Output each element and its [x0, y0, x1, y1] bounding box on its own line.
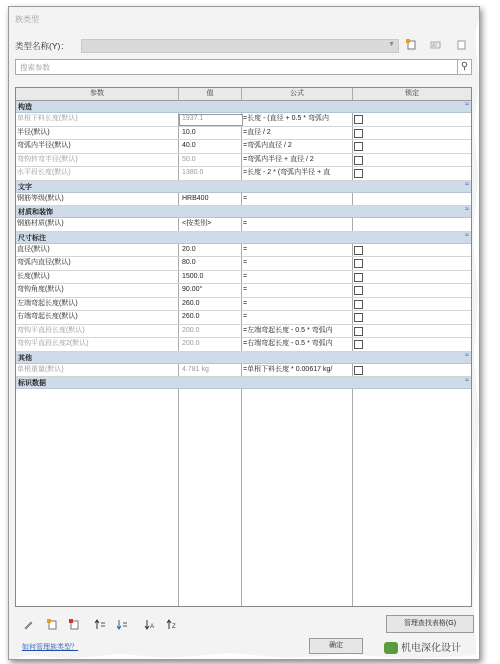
- delete-type-icon[interactable]: [455, 39, 467, 51]
- parameter-value[interactable]: 1380.0: [182, 169, 204, 176]
- parameter-row[interactable]: [16, 364, 471, 378]
- pencil-icon[interactable]: [21, 619, 35, 631]
- type-name-combo[interactable]: [81, 39, 399, 53]
- parameter-row[interactable]: [16, 271, 471, 285]
- lock-checkbox[interactable]: [354, 286, 363, 295]
- parameter-name: 钢筋材质(默认): [17, 220, 64, 227]
- parameter-name: 弯弧内半径(默认): [17, 142, 71, 149]
- parameter-formula[interactable]: =弯弧内直径 / 2: [243, 142, 292, 149]
- parameter-value[interactable]: 90.00°: [182, 286, 203, 293]
- lock-checkbox[interactable]: [354, 366, 363, 375]
- group-header[interactable]: [16, 101, 471, 113]
- parameter-formula[interactable]: =: [243, 259, 248, 266]
- group-header[interactable]: [16, 377, 471, 389]
- parameter-name: 钢筋等级(默认): [17, 194, 64, 202]
- new-type-icon[interactable]: [405, 39, 417, 51]
- sort-asc-icon[interactable]: [143, 619, 157, 631]
- delete-parameter-icon[interactable]: [67, 619, 81, 631]
- collapse-icon[interactable]: ≈: [465, 206, 469, 213]
- parameter-value[interactable]: 260.0: [182, 299, 200, 307]
- parameter-formula[interactable]: =直径 / 2: [243, 128, 271, 136]
- lock-cell: [354, 338, 364, 351]
- collapse-icon[interactable]: ≈: [465, 377, 469, 384]
- group-label: 其他: [18, 354, 32, 362]
- parameter-value[interactable]: <按类别>: [182, 220, 212, 227]
- search-parameters-box[interactable]: [15, 59, 472, 75]
- parameter-value[interactable]: 1500.0: [182, 272, 204, 280]
- lock-checkbox[interactable]: [354, 313, 363, 322]
- collapse-icon[interactable]: ≈: [465, 101, 469, 108]
- parameter-name: 单根重量(默认): [17, 365, 64, 373]
- lock-cell: [354, 244, 364, 257]
- parameter-formula[interactable]: =: [243, 313, 248, 320]
- group-header[interactable]: [16, 181, 471, 193]
- lock-cell: [354, 284, 364, 297]
- sort-desc-icon[interactable]: [165, 619, 179, 631]
- torn-edge-bottom: [9, 651, 479, 660]
- parameter-name: 水平段长度(默认): [17, 169, 71, 176]
- lock-checkbox[interactable]: [354, 169, 363, 178]
- parameter-formula[interactable]: =: [243, 245, 248, 253]
- lock-cell: [354, 167, 364, 180]
- type-name-row: [15, 39, 470, 53]
- lock-checkbox[interactable]: [354, 273, 363, 282]
- column-header-value[interactable]: 值: [179, 88, 242, 100]
- parameter-formula[interactable]: =单根下料长度 * 0.00617 kg/: [243, 365, 333, 373]
- group-label: 文字: [18, 183, 32, 191]
- parameter-row[interactable]: [16, 218, 471, 232]
- parameter-name: 右端弯起长度(默认): [17, 313, 78, 320]
- dialog-title: 族类型: [15, 15, 39, 24]
- parameter-value[interactable]: 20.0: [182, 245, 196, 253]
- parameter-value[interactable]: 260.0: [182, 313, 200, 320]
- search-input[interactable]: 搜索参数: [20, 63, 50, 72]
- parameter-value[interactable]: 4.781 kg: [182, 365, 209, 373]
- lock-cell: [354, 113, 364, 126]
- parameter-name: 半径(默认): [17, 128, 50, 136]
- lock-cell: [354, 127, 364, 140]
- parameter-row[interactable]: [16, 113, 471, 127]
- parameter-row[interactable]: [16, 127, 471, 141]
- lock-checkbox[interactable]: [354, 156, 363, 165]
- lock-checkbox[interactable]: [354, 340, 363, 349]
- lock-cell: [354, 364, 364, 377]
- move-up-icon[interactable]: [93, 619, 107, 631]
- torn-edge-right: [471, 7, 480, 659]
- lock-cell: [354, 140, 364, 153]
- lock-cell: [354, 257, 364, 270]
- lock-cell: [354, 154, 364, 167]
- watermark-text: 机电深化设计: [401, 643, 461, 654]
- lock-checkbox[interactable]: [354, 246, 363, 255]
- parameter-formula[interactable]: =长度 - 2 * (弯弧内半径 + 直: [243, 169, 331, 176]
- ok-button[interactable]: 确定: [309, 638, 363, 654]
- collapse-icon[interactable]: ≈: [465, 351, 469, 359]
- parameter-name: 长度(默认): [17, 272, 50, 280]
- chevron-down-icon: ▼: [388, 41, 395, 48]
- parameter-row[interactable]: [16, 244, 471, 258]
- parameter-grid: [15, 87, 472, 607]
- parameter-row[interactable]: [16, 154, 471, 168]
- parameter-formula[interactable]: =: [243, 194, 248, 202]
- parameter-value[interactable]: 200.0: [182, 326, 200, 334]
- group-header[interactable]: [16, 232, 471, 244]
- move-down-icon[interactable]: [115, 619, 129, 631]
- lock-checkbox[interactable]: [354, 259, 363, 268]
- group-header[interactable]: [16, 352, 471, 364]
- parameter-row[interactable]: [16, 167, 471, 181]
- parameter-row[interactable]: [16, 193, 471, 207]
- collapse-icon[interactable]: ≈: [465, 180, 469, 188]
- parameter-row[interactable]: [16, 325, 471, 339]
- search-icon[interactable]: ⚲: [457, 60, 471, 74]
- parameter-value[interactable]: 80.0: [182, 259, 196, 266]
- lock-cell: [354, 298, 364, 311]
- parameter-name: 弯钩平直段长度(默认): [17, 326, 85, 334]
- group-header[interactable]: [16, 206, 471, 218]
- group-label: 标识数据: [18, 380, 46, 387]
- parameter-row[interactable]: [16, 338, 471, 352]
- lock-checkbox[interactable]: [354, 327, 363, 336]
- group-label: 构造: [18, 104, 32, 111]
- svg-text:Z: Z: [172, 624, 176, 630]
- parameter-name: 单根下料长度(默认): [17, 115, 78, 122]
- parameter-name: 左端弯起长度(默认): [17, 299, 78, 307]
- lock-checkbox[interactable]: [354, 300, 363, 309]
- lock-cell: [354, 325, 364, 338]
- parameter-name: 直径(默认): [17, 245, 50, 253]
- parameter-formula[interactable]: =: [243, 286, 248, 293]
- svg-text:AI: AI: [431, 43, 437, 49]
- parameter-formula[interactable]: =: [243, 299, 248, 307]
- parameter-formula[interactable]: =: [243, 220, 248, 227]
- parameter-value[interactable]: 1937.1: [182, 115, 204, 122]
- svg-text:A: A: [150, 624, 155, 630]
- parameter-name: 弯钩平直段长度2(默认): [17, 340, 89, 347]
- group-label: 材质和装饰: [18, 209, 53, 216]
- parameter-value[interactable]: 10.0: [182, 128, 196, 136]
- column-header-parameter[interactable]: 参数: [16, 88, 179, 100]
- lock-checkbox[interactable]: [354, 129, 363, 138]
- column-header-formula[interactable]: 公式: [242, 88, 353, 100]
- lock-cell: [354, 311, 364, 324]
- parameter-value[interactable]: 40.0: [182, 142, 196, 149]
- manage-lookup-tables-button[interactable]: 管理查找表格(G): [386, 615, 474, 633]
- family-types-dialog: [8, 6, 480, 660]
- lock-checkbox[interactable]: [354, 115, 363, 124]
- lock-cell: [354, 271, 364, 284]
- parameter-name: 弯弧内直径(默认): [17, 259, 71, 266]
- new-parameter-icon[interactable]: [45, 619, 59, 631]
- group-label: 尺寸标注: [18, 234, 46, 242]
- parameter-formula[interactable]: =右端弯起长度 - 0.5 * 弯弧内: [243, 340, 333, 347]
- parameter-formula[interactable]: =弯弧内半径 + 直径 / 2: [243, 155, 314, 163]
- parameter-formula[interactable]: =: [243, 272, 248, 280]
- grid-rows: [16, 101, 471, 389]
- lock-checkbox[interactable]: [354, 142, 363, 151]
- parameter-row[interactable]: [16, 284, 471, 298]
- parameter-name: 弯钩角度(默认): [17, 286, 64, 293]
- parameter-formula[interactable]: =长度 - (直径 + 0.5 * 弯弧内: [243, 115, 329, 122]
- parameter-name: 弯钩转弯半径(默认): [17, 155, 78, 163]
- parameter-formula[interactable]: =左端弯起长度 - 0.5 * 弯弧内: [243, 326, 333, 334]
- parameter-row[interactable]: [16, 140, 471, 154]
- parameter-row[interactable]: [16, 298, 471, 312]
- help-link-manage-types[interactable]: 如何管理族类型？: [22, 644, 78, 651]
- column-header-lock[interactable]: 锁定: [405, 90, 419, 97]
- parameter-row[interactable]: [16, 311, 471, 325]
- parameter-row[interactable]: [16, 257, 471, 271]
- grid-header: [16, 88, 471, 101]
- parameter-value[interactable]: 200.0: [182, 340, 200, 347]
- parameter-value[interactable]: HRB400: [182, 194, 209, 202]
- rename-type-icon[interactable]: [429, 39, 441, 51]
- collapse-icon[interactable]: ≈: [465, 231, 469, 239]
- parameter-value[interactable]: 50.0: [182, 155, 196, 163]
- type-name-label: 类型名称(Y)：: [15, 41, 69, 51]
